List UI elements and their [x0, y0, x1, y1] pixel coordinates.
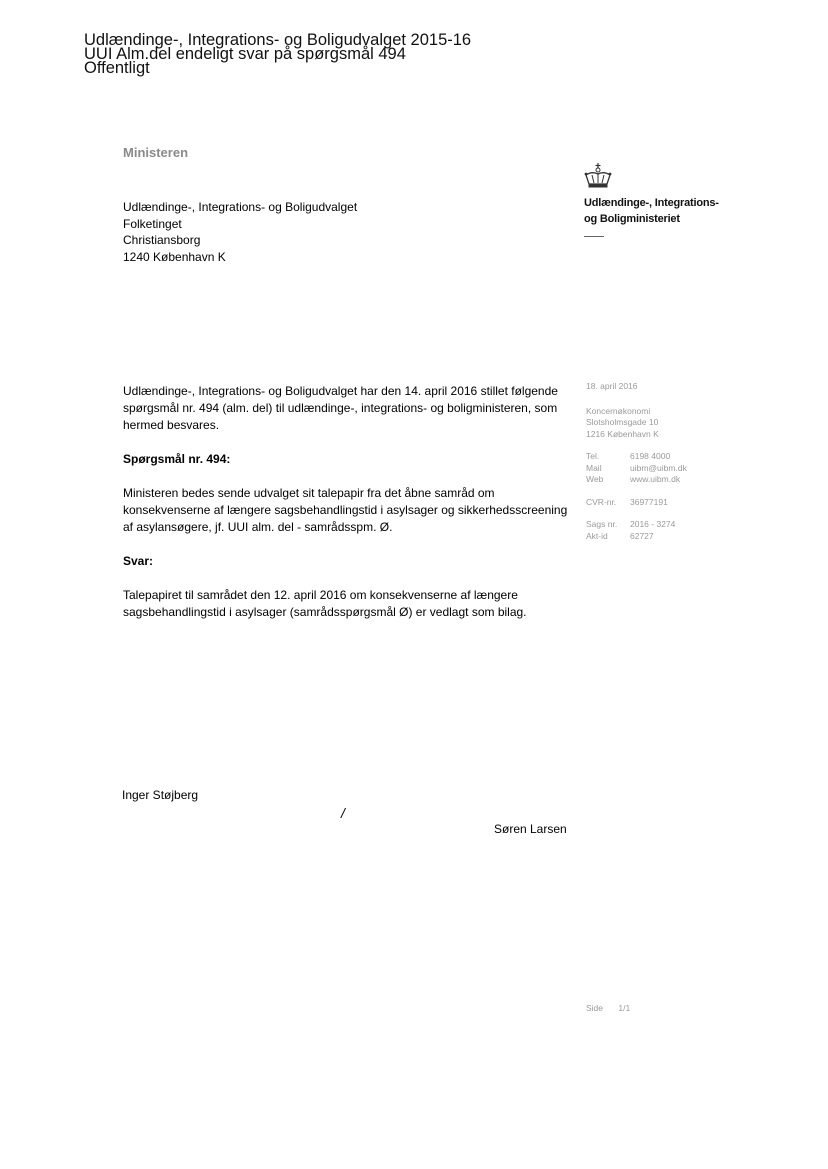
cvr-label: CVR-nr.: [586, 496, 617, 507]
page-indicator: [586, 1003, 630, 1013]
contact-details: [586, 451, 687, 486]
answer-text: Talepapiret til samrådet den 12. april 2016 om konsekvenserne af længere sagsbehandlingstid i asylsager (samrådsspørgsmål Ø) er vedlagt som bilag.: [123, 588, 527, 619]
contact-phone-label: Tel.: [586, 451, 600, 461]
stamp-classification-line: Offentligt: [84, 59, 150, 77]
recipient-parliament: Folketinget: [123, 216, 182, 231]
question-text: Ministeren bedes sende udvalget sit talepapir fra det åbne samråd om konsekvenserne af længere sagsbehandlingstid i asylsager og sikkerhedsscreening af asylansøgere, jf. UUI alm. del - samrådsspm. Ø.: [123, 486, 568, 534]
recipient-committee: Udlændinge-, Integrations- og Boligudvalget: [123, 200, 358, 214]
stamp-reference-line: UUI Alm.del endeligt svar på spørgsmål 494: [84, 45, 406, 63]
minister-signature: Inger Støjberg: [122, 788, 199, 802]
ministry-logo: [584, 163, 719, 237]
letter-intro: Udlændinge-, Integrations- og Boligudvalget har den 14. april 2016 stillet følgende spørgsmål nr. 494 (alm. del) til udlændinge-, integrations- og boligministeren, som hermed besvares.: [123, 384, 558, 432]
department-street: Slotsholmsgade 10: [586, 417, 659, 427]
contact-web-row: [586, 474, 687, 486]
ministry-name-line1: Udlændinge-, Integrations-: [584, 197, 719, 209]
case-details: [586, 519, 687, 542]
contact-web-label: Web: [586, 474, 604, 484]
case-number-value: 2016 - 3274: [630, 519, 676, 529]
recipient-postcode-city: 1240 København K: [123, 249, 226, 264]
contact-web-value: www.uibm.dk: [630, 474, 681, 484]
official-signature: Søren Larsen: [494, 822, 567, 836]
logo-divider: [584, 236, 604, 237]
answer-heading: Svar:: [123, 554, 154, 568]
contact-phone-row: [586, 451, 687, 463]
letter-body: [123, 383, 568, 638]
act-id-value: 62727: [630, 530, 654, 541]
letter-date: 18. april 2016: [586, 381, 638, 391]
ministry-name: [584, 195, 719, 227]
stamp-committee-line: Udlændinge-, Integrations- og Boligudvalget 2015-16: [84, 31, 472, 49]
cvr-value: 36977191: [630, 496, 668, 507]
page-number: 1/1: [618, 1003, 631, 1013]
contact-phone-value: 6198 4000: [630, 451, 671, 461]
contact-mail-row: [586, 463, 687, 475]
question-heading: Spørgsmål nr. 494:: [123, 452, 231, 466]
document-stamp: [84, 33, 471, 75]
sender-role: Ministeren: [123, 145, 189, 160]
cvr-details: [586, 497, 687, 509]
case-number-label: Sags nr.: [586, 519, 618, 529]
contact-mail-value: uibm@uibm.dk: [630, 462, 687, 473]
recipient-address: [123, 199, 357, 265]
letter-metadata: [586, 381, 687, 553]
ministry-name-line2: og Boligministeriet: [584, 213, 680, 225]
signature-separator: /: [341, 805, 345, 821]
department-postcode-city: 1216 København K: [586, 428, 659, 439]
page-label: Side: [586, 1003, 604, 1013]
cvr-row: [586, 497, 687, 509]
crown-icon: [583, 163, 613, 189]
department-name: Koncernøkonomi: [586, 405, 651, 416]
act-id-row: [586, 531, 687, 543]
act-id-label: Akt-id: [586, 530, 608, 541]
contact-mail-label: Mail: [586, 462, 602, 473]
sender-department-address: [586, 406, 687, 441]
case-number-row: [586, 519, 687, 531]
recipient-building: Christiansborg: [123, 233, 201, 247]
